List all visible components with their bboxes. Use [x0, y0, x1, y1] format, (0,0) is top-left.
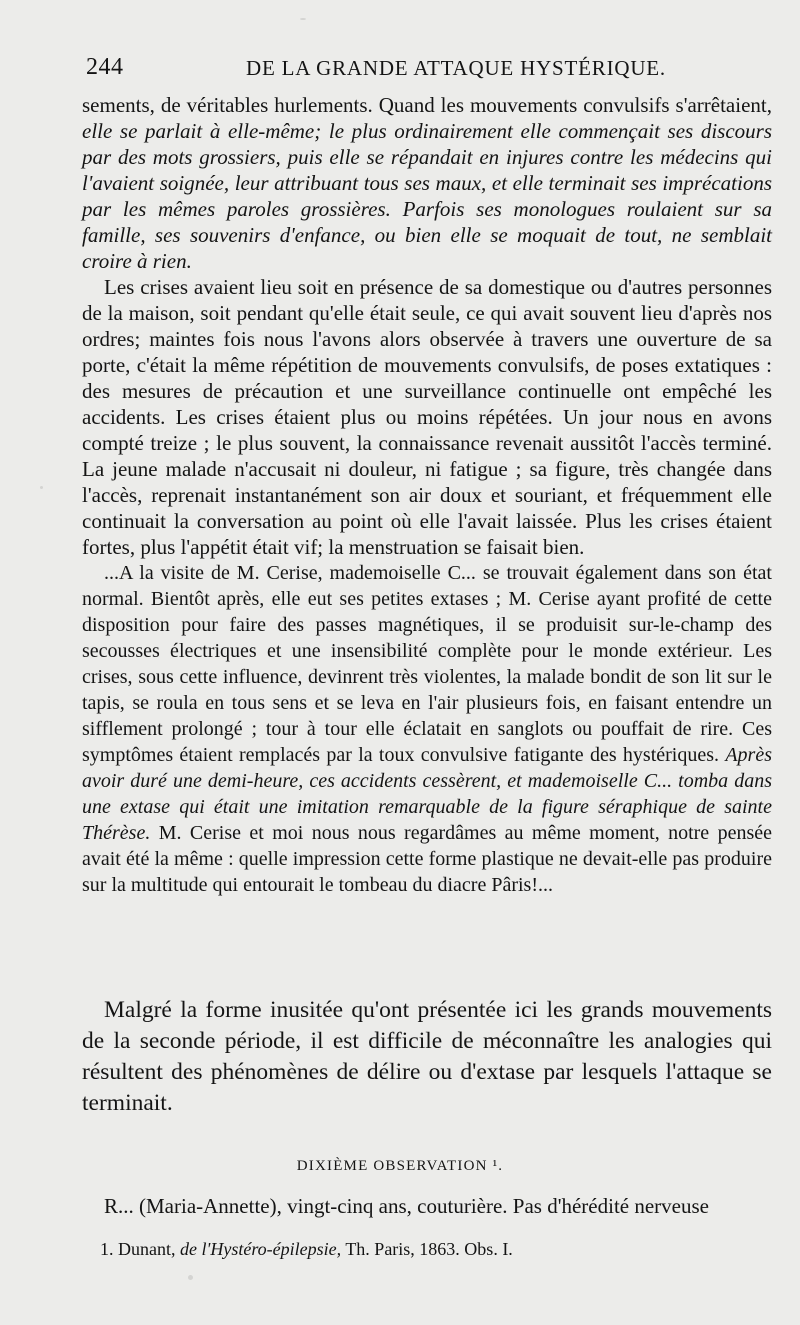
- print-speck: [300, 18, 306, 20]
- observation-first-line: R... (Maria-Annette), vingt-cinq ans, couturière. Pas d'hérédité nerveuse: [104, 1194, 709, 1218]
- paragraph-continuation: [82, 92, 772, 274]
- footnote-title: de l'Hystéro-épilepsie,: [180, 1239, 342, 1259]
- commentary-paragraph: Malgré la forme inusitée qu'ont présentée ici les grands mouvements de la seconde période, il est difficile de méconnaître les analogies qui résultent des phénomènes de délire ou d'extase par lesquels l'attaque se terminait.: [82, 997, 772, 1116]
- paragraph-italic-text: Après avoir duré une demi-heure, ces accidents cessèrent, et mademoiselle C... tomba dans une extase qui était une imitation remarquable de la figure séraphique de sainte Thérèse.: [82, 744, 772, 844]
- print-speck: [40, 486, 43, 489]
- body-text: [82, 92, 772, 898]
- paragraph-text: ...A la visite de M. Cerise, mademoiselle C... se trouvait également dans son état normal. Bientôt après, elle eut ses petites extases ; M. Cerise ayant profité de cette disposition pour faire des passes magnétiques, il se produisit sur-le-champ des secousses électriques et une insensibilité complète pour le monde extérieur. Les crises, sous cette influence, devinrent très violentes, la malade bondit de son lit sur le tapis, se roula en tous sens et se leva en l'air plusieurs fois, en faisant entendre un sifflement prolongé ; tour à tour elle éclatait en sanglots ou pouffait de rire. Ces symptômes étaient remplacés par la toux convulsive fatigante des hystériques.: [82, 562, 772, 766]
- page-number: 244: [86, 54, 124, 80]
- paragraph-crises: Les crises avaient lieu soit en présence de sa domestique ou d'autres personnes de la maison, soit pendant qu'elle était seule, ce qui avait souvent lieu d'après nos ordres; maintes fois nous l'avons alors observée à travers une ouverture de sa porte, c'était la même répétition de mouvements convulsifs, de poses extatiques : des mesures de précaution et une surveillance continuelle ont empêché les accidents. Les crises étaient plus ou moins répétées. Un jour nous en avons compté treize ; le plus souvent, la connaissance revenait aussitôt l'accès terminé. La jeune malade n'accusait ni douleur, ni fatigue ; sa figure, très changée dans l'accès, reprenait instantanément son air doux et souriant, et fréquemment elle continuait la conversation au point où elle l'avait laissée. Plus les crises étaient fortes, plus l'appétit était vif; la menstruation se faisait bien.: [82, 275, 772, 559]
- paragraph-italic-text: elle se parlait à elle-même; le plus ordinairement elle commençait ses discours par des mots grossiers, puis elle se répandait en injures contre les médecins qui l'avaient soignée, leur attribuant tous ses maux, et elle terminait ses imprécations par les mêmes paroles grossières. Parfois ses monologues roulaient sur sa famille, ses souvenirs d'enfance, ou bien elle se moquait de tout, ne semblait croire à rien.: [82, 119, 772, 273]
- running-head: DE LA GRANDE ATTAQUE HYSTÉRIQUE.: [246, 56, 666, 80]
- observation-heading: DIXIÈME OBSERVATION ¹.: [296, 1158, 504, 1174]
- paragraph-cerise: [82, 560, 772, 898]
- footnote-marker: 1.: [100, 1239, 114, 1259]
- paragraph-text: sements, de véritables hurlements. Quand les mouvements convulsifs s'arrêtaient,: [82, 93, 772, 117]
- footnote-details: Th. Paris, 1863. Obs. I.: [341, 1239, 513, 1259]
- page-header: [86, 54, 770, 84]
- print-speck: [188, 1275, 193, 1280]
- footnote: [100, 1237, 513, 1261]
- paragraph-text: M. Cerise et moi nous nous regardâmes au même moment, notre pensée avait été la même : quelle impression cette forme plastique ne devait-elle pas produire sur la multitude qui entourait le tombeau du diacre Pâris!...: [82, 822, 772, 896]
- footnote-author: Dunant,: [113, 1239, 180, 1259]
